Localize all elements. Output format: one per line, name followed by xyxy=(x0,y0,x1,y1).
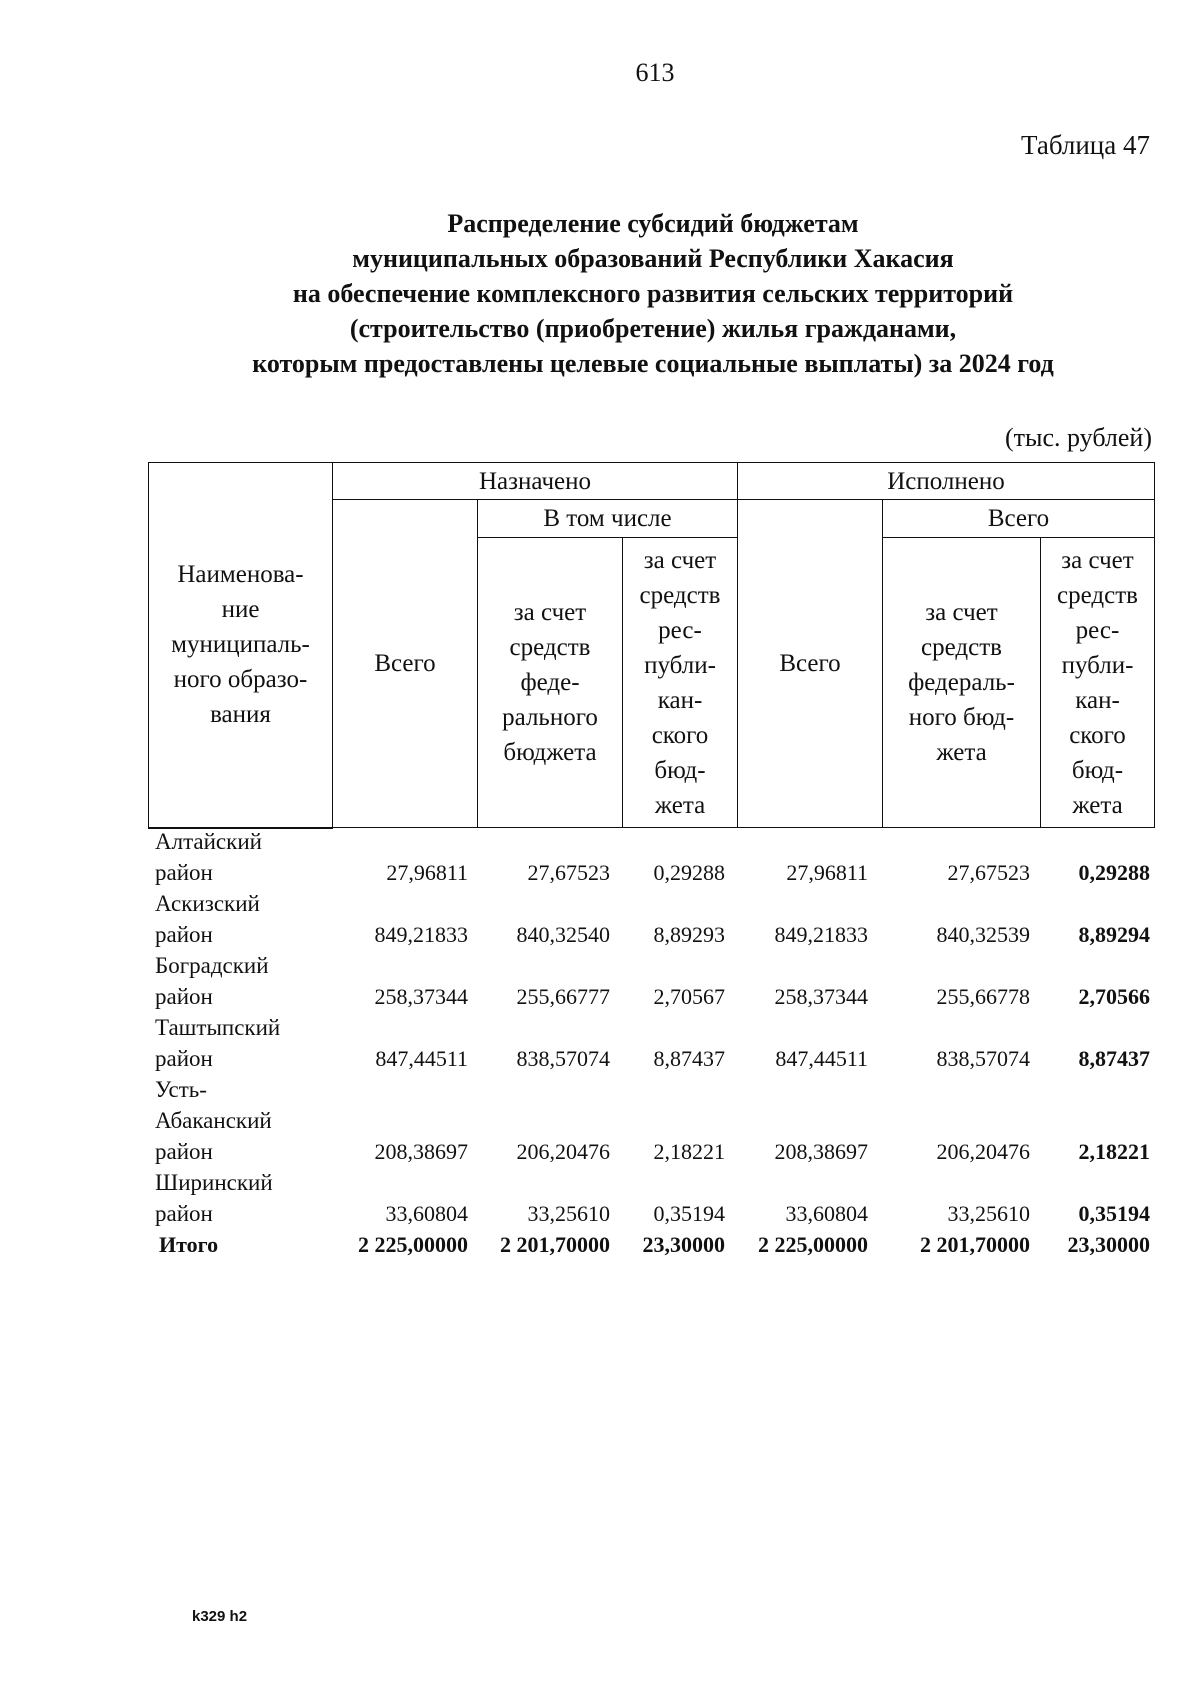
cell-assigned-federal: 255,66777 xyxy=(516,984,610,1009)
header-line: бюд- xyxy=(654,756,706,784)
header-assigned: Назначено xyxy=(333,463,738,500)
row-name xyxy=(155,826,262,888)
header-line: публи- xyxy=(1061,651,1134,679)
header-line: ского xyxy=(1069,721,1126,749)
cell-assigned-republic: 0,35194 xyxy=(653,1201,725,1226)
title-line: Распределение субсидий бюджетам xyxy=(447,209,859,238)
cell-assigned-republic: 8,89293 xyxy=(653,922,725,947)
table-row xyxy=(155,888,1150,950)
header-line: средств xyxy=(921,634,1002,661)
cell-assigned-republic: 0,29288 xyxy=(653,860,725,885)
header-line: ского xyxy=(651,721,709,749)
header-line: публи- xyxy=(644,651,716,679)
total-executed-republic: 23,30000 xyxy=(1067,1232,1150,1257)
row-name-line: Таштыпский xyxy=(155,1015,281,1040)
header-line: бюд- xyxy=(1071,756,1124,784)
header-line: феде- xyxy=(520,669,580,696)
header-federal xyxy=(478,538,623,828)
header-line: муниципаль- xyxy=(171,631,310,659)
table-row xyxy=(155,826,1150,888)
total-assigned-total: 2 225,00000 xyxy=(358,1232,468,1257)
header-line: средств xyxy=(639,581,721,609)
row-name-line: Алтайский xyxy=(155,829,262,854)
cell-executed-republic: 2,18221 xyxy=(1078,1139,1150,1164)
row-name-line: район xyxy=(155,1046,213,1071)
table-row xyxy=(155,1167,1150,1229)
header-line: кан- xyxy=(657,686,703,714)
header-line: ного бюд- xyxy=(908,704,1015,731)
cell-executed-total: 849,21833 xyxy=(774,922,868,947)
cell-assigned-federal: 27,67523 xyxy=(527,860,610,885)
header-name-column xyxy=(149,463,333,828)
total-assigned-federal: 2 201,70000 xyxy=(500,1232,610,1257)
cell-assigned-total: 33,60804 xyxy=(385,1201,468,1226)
header-including: В том числе xyxy=(478,500,738,538)
row-name xyxy=(155,1012,280,1074)
cell-executed-republic: 0,35194 xyxy=(1078,1201,1150,1226)
header-line: средств xyxy=(509,634,591,661)
header-line: федераль- xyxy=(908,669,1015,696)
cell-executed-total: 27,96811 xyxy=(786,860,868,885)
header-line: вания xyxy=(210,701,271,729)
header-line: за счет xyxy=(1061,546,1134,574)
cell-assigned-federal: 838,57074 xyxy=(516,1046,610,1071)
total-executed-total: 2 225,00000 xyxy=(758,1232,868,1257)
header-line: Наименова- xyxy=(177,561,304,589)
table-row xyxy=(155,1074,1150,1167)
cell-assigned-total: 27,96811 xyxy=(386,860,468,885)
row-name-line: район xyxy=(155,860,213,885)
cell-executed-total: 847,44511 xyxy=(775,1046,868,1071)
cell-executed-federal: 838,57074 xyxy=(936,1046,1030,1071)
row-name-line: район xyxy=(155,1201,213,1226)
title-line: которым предоставлены целевые социальные выплаты) за 2024 год xyxy=(252,349,1054,378)
document-title xyxy=(148,206,1158,381)
cell-executed-republic: 2,70566 xyxy=(1078,984,1150,1009)
header-line: рес- xyxy=(1075,616,1120,644)
header-assigned-total: Всего xyxy=(333,500,478,828)
table-row xyxy=(155,950,1150,1012)
footer-code: k329 h2 xyxy=(192,1608,248,1625)
header-executed: Исполнено xyxy=(738,463,1155,500)
header-line: жета xyxy=(1072,791,1123,819)
row-name xyxy=(155,888,260,950)
total-label: Итого xyxy=(159,1232,219,1257)
cell-executed-republic: 8,87437 xyxy=(1078,1046,1150,1071)
cell-assigned-total: 258,37344 xyxy=(374,984,468,1009)
row-name-line: район xyxy=(155,1139,213,1164)
units-note: (тыс. рублей) xyxy=(1004,423,1152,452)
header-line: бюджета xyxy=(503,739,597,766)
row-name-line: Абаканский xyxy=(155,1108,272,1133)
cell-assigned-federal: 33,25610 xyxy=(527,1201,610,1226)
table-row xyxy=(155,1012,1150,1074)
header-line: кан- xyxy=(1075,686,1120,714)
total-row xyxy=(155,1229,1150,1261)
cell-executed-federal: 206,20476 xyxy=(936,1139,1030,1164)
row-name xyxy=(155,950,269,1012)
cell-executed-total: 208,38697 xyxy=(774,1139,868,1164)
row-name xyxy=(155,1167,273,1229)
header-line: за счет xyxy=(925,599,998,626)
cell-assigned-republic: 2,70567 xyxy=(653,984,725,1009)
cell-executed-federal: 255,66778 xyxy=(936,984,1030,1009)
cell-executed-total: 258,37344 xyxy=(774,984,868,1009)
header-line: ного образо- xyxy=(173,666,308,694)
header-line: за счет xyxy=(513,599,587,626)
title-line: муниципальных образований Республики Хакасия xyxy=(352,244,954,273)
cell-assigned-federal: 840,32540 xyxy=(516,922,610,947)
title-line: (строительство (приобретение) жилья гражданами, xyxy=(349,314,957,343)
header-executed-total: Всего xyxy=(738,500,883,828)
header-executed-all: Всего xyxy=(883,500,1155,538)
header-exec-republic xyxy=(1041,538,1155,828)
title-line: на обеспечение комплексного развития сельских территорий xyxy=(292,279,1014,308)
header-exec-federal xyxy=(883,538,1041,828)
cell-assigned-total: 208,38697 xyxy=(374,1139,468,1164)
cell-assigned-federal: 206,20476 xyxy=(516,1139,610,1164)
table-body xyxy=(155,826,1150,1261)
cell-executed-federal: 33,25610 xyxy=(947,1201,1030,1226)
cell-assigned-republic: 2,18221 xyxy=(653,1139,725,1164)
cell-executed-federal: 27,67523 xyxy=(947,860,1030,885)
header-line: рес- xyxy=(658,616,702,644)
cell-executed-federal: 840,32539 xyxy=(936,922,1030,947)
cell-assigned-total: 847,44511 xyxy=(375,1046,468,1071)
row-name-line: Аскизский xyxy=(155,891,260,916)
cell-executed-total: 33,60804 xyxy=(785,1201,868,1226)
header-line: жета xyxy=(936,739,987,766)
header-line: ние xyxy=(221,596,260,624)
cell-executed-republic: 8,89294 xyxy=(1078,922,1150,947)
cell-assigned-republic: 8,87437 xyxy=(653,1046,725,1071)
row-name-line: Боградский xyxy=(155,953,269,978)
header-line: за счет xyxy=(643,546,717,574)
header-line: средств xyxy=(1057,581,1138,609)
row-name-line: Усть- xyxy=(155,1077,207,1102)
header-line: рального xyxy=(502,704,598,731)
header-line: жета xyxy=(654,791,706,819)
header-republic xyxy=(623,538,738,828)
table-header xyxy=(148,462,1155,829)
cell-assigned-total: 849,21833 xyxy=(374,922,468,947)
row-name-line: район xyxy=(155,922,213,947)
page-number: 613 xyxy=(635,58,675,87)
row-name-line: Ширинский xyxy=(155,1170,273,1195)
total-executed-federal: 2 201,70000 xyxy=(920,1232,1030,1257)
cell-executed-republic: 0,29288 xyxy=(1078,860,1150,885)
total-assigned-republic: 23,30000 xyxy=(642,1232,725,1257)
table-label: Таблица 47 xyxy=(1021,130,1150,160)
row-name-line: район xyxy=(155,984,213,1009)
row-name xyxy=(155,1074,272,1167)
